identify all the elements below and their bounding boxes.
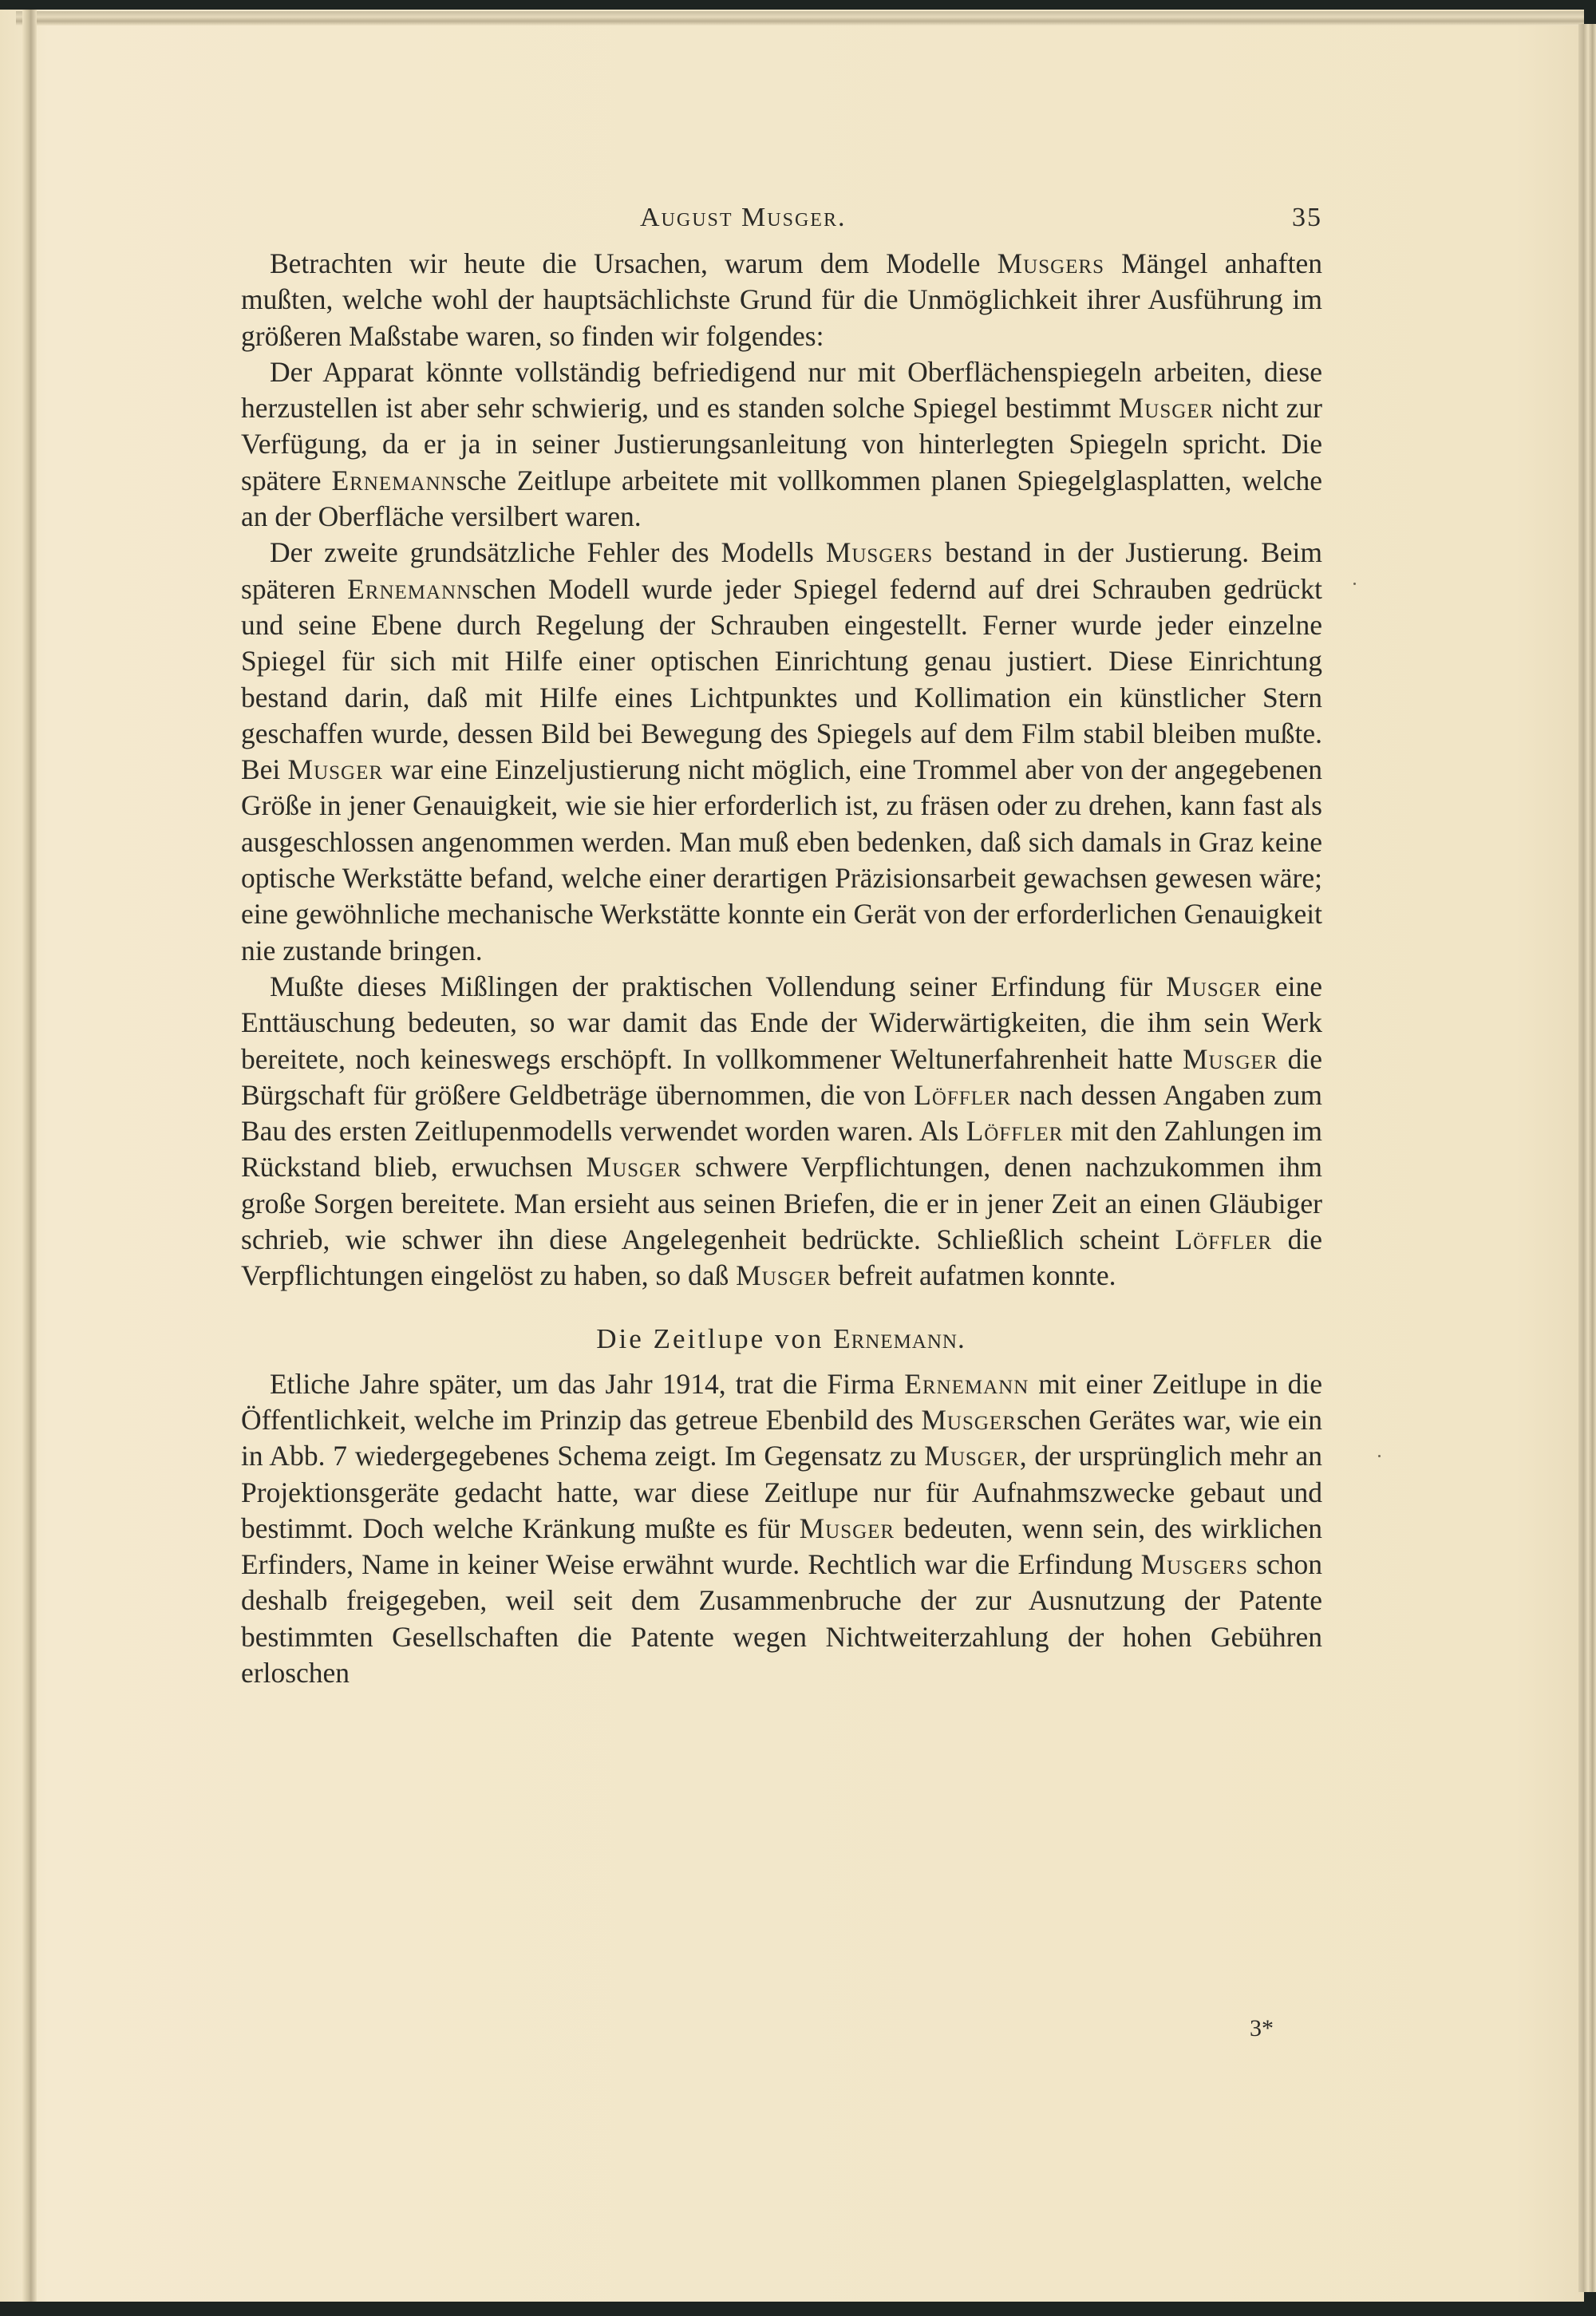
text-run: befreit aufatmen konnte. (831, 1259, 1116, 1292)
paper-speck (1353, 583, 1356, 585)
text-run: war eine Einzeljustierung nicht möglich, eine Trommel aber von der angegebenen Größe in jener Genauigkeit, wie sie hier erforderlich ist, zu fräsen oder zu drehen, kann fast als ausgeschlossen angenommen werden. Man muß eben bedenken, daß sich damals in Graz keine optische Werkstätte befand, welche einer derartigen Präzisionsarbeit gewachsen gewesen wäre; eine gewöhnliche mechanische Werkstätte konnte ein Gerät von der erforderlichen Genauigkeit nie zustande bringen. (241, 753, 1322, 966)
text-run: schon deshalb freigegeben, weil seit dem Zusammenbruche der zur Ausnutzung der Patente bestimmten Gesellschaften die Patente wegen Nichtweiterzahlung der hohen Gebühren erloschen (241, 1548, 1322, 1689)
text-run: sche Zeitlupe arbeitete mit vollkommen planen Spiegelglasplatten, welche an der Oberfläche versilbert waren. (241, 464, 1322, 533)
paragraph (241, 1366, 1322, 1692)
text-run: schen Gerätes war, wie ein in Abb. 7 wiedergegebenes Schema zeigt. Im Gegensatz zu (241, 1403, 1322, 1472)
proper-name: Musger (736, 1259, 832, 1292)
text-run: schwere Verpflichtungen, denen nachzukommen ihm große Sorgen bereitete. Man ersieht aus seinen Briefen, die er in jener Zeit an einen Gläubiger schrieb, wie schwer ihn diese Angelegenheit bedrückte. Schließlich scheint (241, 1151, 1322, 1256)
proper-name: Löffler (966, 1115, 1064, 1148)
paragraph (241, 535, 1322, 969)
text-run: , der ursprünglich mehr an Projektionsgeräte gedacht hatte, war diese Zeitlupe nur für Aufnahmszwecke gebaut und bestimmt. Doch welche Kränkung mußte es für (241, 1440, 1322, 1544)
text-run: Mußte dieses Mißlingen der praktischen Vollendung seiner Erfindung für (270, 970, 1167, 1002)
text-run: Etliche Jahre später, um das Jahr 1914, trat die Firma (270, 1367, 905, 1400)
proper-name: Ernemann (904, 1367, 1029, 1400)
paragraph (241, 354, 1322, 535)
text-run: schen Modell wurde jeder Spiegel federnd auf drei Schrauben gedrückt und seine Ebene durch Regelung der Schrauben eingestellt. Ferner wurde jeder einzelne Spiegel für sich mit Hilfe einer optischen Einrichtung genau justiert. Diese Einrichtung bestand darin, daß mit Hilfe eines Lichtpunktes und Kollimation ein künstlicher Stern geschaffen wurde, dessen Bild bei Bewegung des Spiegels auf dem Film stabil bleiben mußte. Bei (241, 572, 1322, 786)
proper-name: Musger (921, 1403, 1017, 1436)
running-title: August Musger. (640, 203, 847, 232)
paper-speck (1378, 1455, 1381, 1457)
text-run: eine Enttäuschung bedeuten, so war damit das Ende der Widerwärtigkeiten, die ihm sein Werk bereitete, noch keineswegs erschöpft. In vollkommener Weltunerfahrenheit hatte (241, 970, 1322, 1075)
book-binding (22, 10, 37, 2302)
page-edge-top (16, 11, 1584, 26)
page-number: 35 (1292, 203, 1322, 232)
paragraph (241, 969, 1322, 1294)
section-heading-prefix: Die Zeitlupe von (596, 1322, 834, 1354)
text-run: Mängel anhaften mußten, welche wohl der hauptsächlichste Grund für die Unmöglichkeit ihrer Ausführung im größeren Maßstabe waren, so finden wir folgendes: (241, 247, 1322, 352)
proper-name: Musger (924, 1440, 1020, 1472)
page-edge-right (1578, 24, 1596, 2292)
body-text-before (241, 246, 1322, 1294)
proper-name: Musgers (1140, 1548, 1248, 1581)
proper-name: Musger (586, 1151, 682, 1184)
proper-name: Löffler (914, 1078, 1011, 1111)
proper-name: Musger (799, 1512, 895, 1544)
signature-mark: 3* (1250, 2015, 1274, 2041)
running-head (241, 192, 1322, 239)
text-run: Der Apparat könnte vollständig befriedigend nur mit Oberflächenspiegeln arbeiten, diese herzustellen ist aber sehr schwierig, und es standen solche Spiegel bestimmt (241, 355, 1322, 425)
proper-name: Musgers (825, 536, 934, 569)
paragraph (241, 246, 1322, 354)
text-run: bedeuten, wenn sein, des wirklichen Erfinders, Name in keiner Weise erwähnt wurde. Rechtlich war die Erfindung (241, 1512, 1322, 1581)
proper-name: Musgers (997, 247, 1105, 279)
text-run: Der zweite grundsätzliche Fehler des Modells (270, 536, 826, 569)
text-run: nicht zur Verfügung, da er ja in seiner Justierungsanleitung von hinterlegten Spiegeln spricht. Die spätere (241, 392, 1322, 496)
proper-name: Musger (287, 753, 384, 786)
text-run: die Verpflichtungen eingelöst zu haben, so daß (241, 1223, 1322, 1292)
section-heading-suffix: . (957, 1322, 967, 1354)
proper-name: Musger (1166, 970, 1262, 1002)
section-heading (241, 1323, 1322, 1355)
proper-name: Musger (1182, 1042, 1278, 1075)
text-run: bestand in der Justierung. Beim späteren (241, 536, 1322, 605)
proper-name: Ernemann (331, 464, 456, 496)
proper-name: Löffler (1175, 1223, 1273, 1256)
proper-name: Musger (1118, 392, 1215, 425)
proper-name: Ernemann (347, 572, 472, 605)
section-heading-name: Ernemann (833, 1322, 958, 1354)
text-run: Betrachten wir heute die Ursachen, warum dem Modelle (270, 247, 998, 279)
text-block (241, 192, 1322, 1691)
body-text-after (241, 1366, 1322, 1692)
text-run: mit einer Zeitlupe in die Öffentlichkeit, welche im Prinzip das getreue Ebenbild des (241, 1367, 1322, 1436)
text-run: nach dessen Angaben zum Bau des ersten Zeitlupenmodells verwendet worden waren. Als (241, 1078, 1322, 1148)
text-run: mit den Zahlungen im Rückstand blieb, erwuchsen (241, 1115, 1322, 1184)
text-run: die Bürgschaft für größere Geldbeträge übernommen, die von (241, 1042, 1323, 1111)
